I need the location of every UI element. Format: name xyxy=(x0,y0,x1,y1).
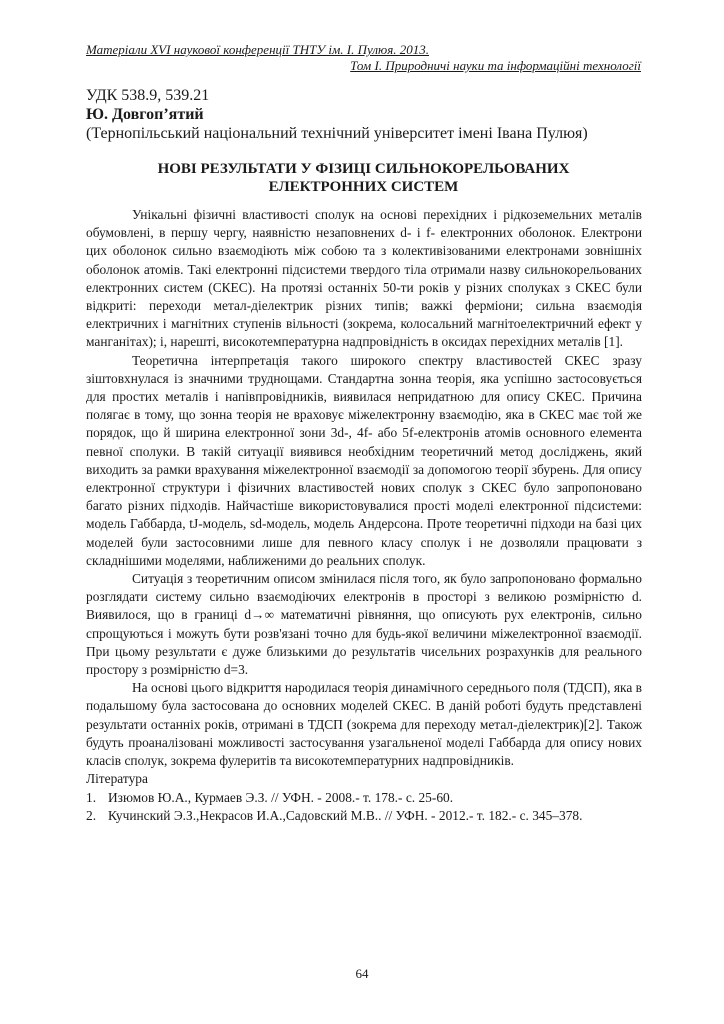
running-header xyxy=(86,42,641,74)
header-volume-line: Том І. Природничі науки та інформаційні технології xyxy=(350,58,641,73)
article-title xyxy=(86,160,641,196)
references-heading: Література xyxy=(86,771,148,787)
title-line-1: НОВІ РЕЗУЛЬТАТИ У ФІЗИЦІ СИЛЬНОКОРЕЛЬОВАНИХ xyxy=(157,161,570,177)
reference-number: 2. xyxy=(86,807,97,823)
page-number: 64 xyxy=(355,966,369,981)
article-meta xyxy=(86,86,641,143)
paragraph-3: Ситуація з теоретичним описом змінилася після того, як було запропоновано формально розглядати систему сильно взаємодіючих електронів в просторі з великою розмірністю d. Виявилося, що в границі d→∞ математичні рівняння, що описують рух електронів, сильно спрощуються і можуть бути розв'язані точно для будь-якої величини міжелектронної взаємодії. При цьому результати є дуже близькими до результатів чисельних розрахунків для реального простору з розмірністю d=3. xyxy=(86,571,642,678)
author-name: Ю. Довгоп’ятий xyxy=(86,106,204,123)
udk-code: УДК 538.9, 539.21 xyxy=(86,87,210,104)
reference-number: 1. xyxy=(86,789,97,805)
header-conference-line: Матеріали XVІ наукової конференції ТНТУ ім. І. Пулюя. 2013. xyxy=(86,42,430,57)
references-list xyxy=(86,789,642,825)
reference-item xyxy=(86,789,642,807)
reference-text: Кучинский Э.З.,Некрасов И.А.,Садовский М.В.. // УФН. - 2012.- т. 182.- с. 345–378. xyxy=(108,807,583,823)
reference-text: Изюмов Ю.А., Курмаев Э.З. // УФН. - 2008.- т. 178.- с. 25-60. xyxy=(108,789,454,805)
article-body xyxy=(86,206,642,825)
reference-item xyxy=(86,807,642,825)
paragraph-1: Унікальні фізичні властивості сполук на основі перехідних і рідкоземельних металів обумовлені, в першу чергу, наявністю незаповнених d- і f- електронних оболонок. Електрони цих оболонок сильно взаємодіють між собою та з колективізованими електронами зовнішніх оболонок атомів. Такі електронні підсистеми твердого тіла отримали назву сильнокорельованих електронних систем (СКЕС). На протязі останніх 50-ти років у різних сполуках з СКЕС були відкриті: переходи метал-діелектрик різних типів; важкі ферміони; сильна взаємодія електричних і магнітних ступенів вільності (зокрема, колосальний магнітоелектричний ефект у манганітах); і, нарешті, високотемпературна надпровідність в оксидах перехідних металів [1]. xyxy=(86,207,642,350)
title-line-2: ЕЛЕКТРОННИХ СИСТЕМ xyxy=(268,179,459,195)
author-affiliation: (Тернопільський національний технічний університет імені Івана Пулюя) xyxy=(86,125,588,142)
paragraph-2: Теоретична інтерпретація такого широкого спектру властивостей СКЕС зразу зіштовхнулася із значними труднощами. Стандартна зонна теорія, яка успішно застосовується для простих металів і напівпровідників, виявилася непридатною для опису СКЕС. Причина полягає в тому, що зонна теорія не враховує міжелектронну взаємодію, яка в СКЕС має той же порядок, що й ширина електронної зони 3d-, 4f- або 5f-електронів атомів основного елемента певної сполуки. В такій ситуації виявився необхідним теоретичний метод досліджень, який виходить за рамки врахування міжелектронної взаємодії за допомогою теорії збурень. Для опису електронної структури і фізичних властивостей нових сполук з СКЕС було запропоновано багато різних підходів. Найчастіше використовувалися прості моделі електронної підсистеми: модель Габбарда, tJ-модель, sd-модель, модель Андерсона. Проте теоретичні підходи на базі цих моделей були застосовними лише для певного класу сполук і не дозволяли працювати з складнішими моделями, наближеними до реальних сполук. xyxy=(86,352,642,568)
paragraph-4: На основі цього відкриття народилася теорія динамічного середнього поля (ТДСП), яка в подальшому була застосована до основних моделей СКЕС. В даній роботі будуть представлені результати останніх років, отримані в ТДСП (зокрема для переходу метал-діелектрик)[2]. Також будуть проаналізовані можливості застосування узагальненої моделі Габбарда для опису нових класів сполук, зокрема фулеритів та високотемпературних надпровідників. xyxy=(86,680,642,769)
